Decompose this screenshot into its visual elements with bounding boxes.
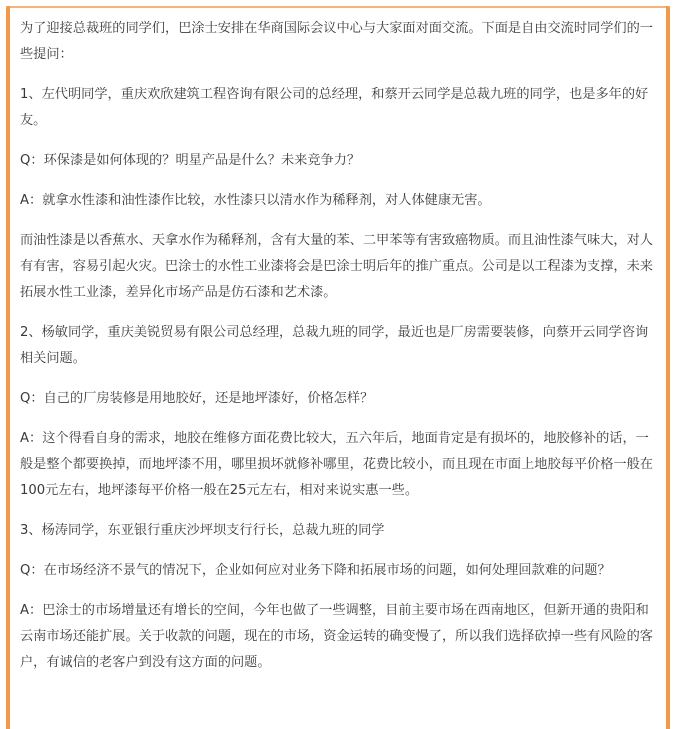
intro-paragraph: 为了迎接总裁班的同学们，巴涂士安排在华商国际会议中心与大家面对面交流。下面是自由交流时同学们的一些提问：	[20, 21, 653, 62]
article-body	[20, 16, 654, 690]
attendee-2-intro: 2、杨敏同学，重庆美锐贸易有限公司总经理，总裁九班的同学，最近也是厂房需要装修，向蔡开云同学咨询相关问题。	[20, 325, 649, 366]
attendee-3-intro: 3、杨涛同学，东亚银行重庆沙坪坝支行行长，总裁九班的同学	[20, 523, 385, 538]
frame-border-right	[666, 6, 670, 729]
question-3: Q：在市场经济不景气的情况下，企业如何应对业务下降和拓展市场的问题，如何处理回款难的问题？	[20, 563, 611, 578]
answer-1-continued: 而油性漆是以香蕉水、天拿水作为稀释剂，含有大量的苯、二甲苯等有害致癌物质。而且油性漆气味大，对人有有害，容易引起火灾。巴涂士的水性工业漆将会是巴涂士明后年的推广重点。公司是以工程漆为支撑，未来拓展水性工业漆，差异化市场产品是仿石漆和艺术漆。	[20, 233, 653, 300]
frame-border-left	[6, 6, 10, 729]
answer-2: A：这个得看自身的需求，地胶在维修方面花费比较大，五六年后，地面肯定是有损坏的，地胶修补的话，一般是整个都要换掉，而地坪漆不用，哪里损坏就修补哪里，花费比较小，而且现在市面上地胶每平价格一般在100元左右，地坪漆每平价格一般在25元左右，相对来说实惠一些。	[20, 431, 653, 498]
answer-1: A：就拿水性漆和油性漆作比较，水性漆只以清水作为稀释剂，对人体健康无害。	[20, 193, 491, 208]
question-2: Q：自己的厂房装修是用地胶好，还是地坪漆好，价格怎样？	[20, 391, 374, 406]
frame-border-top	[6, 6, 670, 8]
attendee-1-intro: 1、左代明同学，重庆欢欣建筑工程咨询有限公司的总经理，和蔡开云同学是总裁九班的同学，也是多年的好友。	[20, 87, 649, 128]
question-1: Q：环保漆是如何体现的？明星产品是什么？未来竞争力？	[20, 153, 361, 168]
answer-3: A：巴涂士的市场增量还有增长的空间，今年也做了一些调整，目前主要市场在西南地区，但新开通的贵阳和云南市场还能扩展。关于收款的问题，现在的市场，资金运转的确变慢了，所以我们选择砍掉一些有风险的客户，有诚信的老客户到没有这方面的问题。	[20, 603, 653, 670]
